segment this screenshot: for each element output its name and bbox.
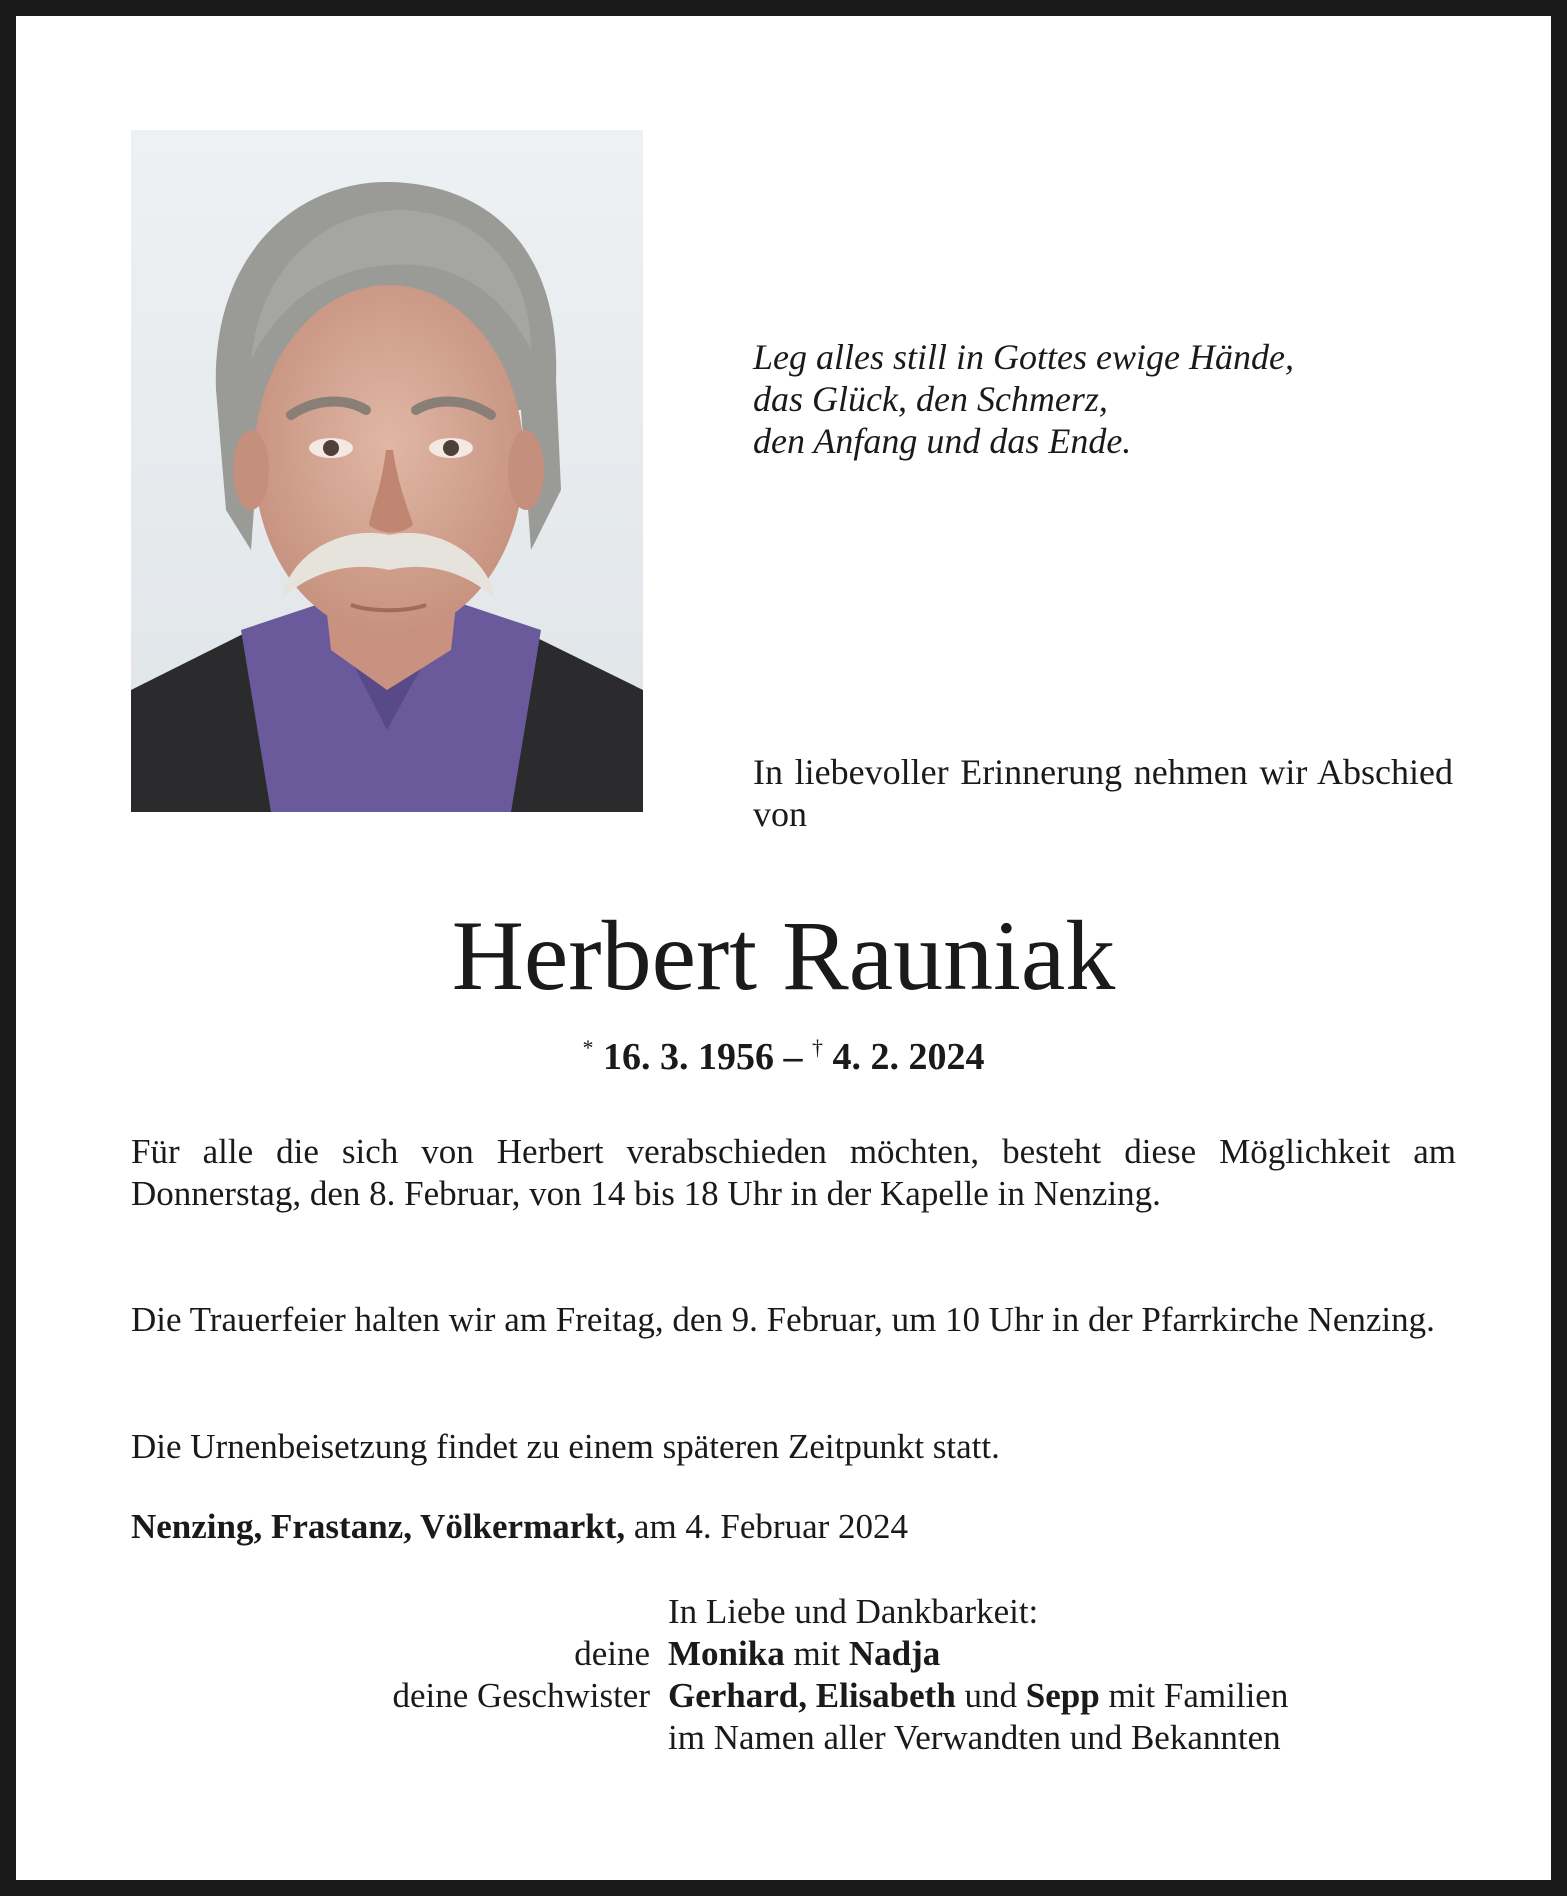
quote-line: das Glück, den Schmerz, [753,379,1108,419]
birth-date: 16. 3. 1956 [603,1036,774,1078]
relation-label: deine [574,1634,650,1673]
death-symbol: † [812,1035,823,1060]
joiner-text: und [955,1676,1026,1715]
death-date: 4. 2. 2024 [832,1036,985,1078]
birth-symbol: * [582,1035,594,1060]
suffix-text: mit Familien [1099,1676,1289,1715]
place-date: am 4. Februar 2024 [625,1507,909,1546]
intro-text: In liebevoller Erinnerung nehmen wir Abschied von [753,752,1453,834]
mourner-name: Gerhard, Elisabeth [668,1676,956,1715]
life-dates [16,1026,1551,1079]
farewell-paragraph: Für alle die sich von Herbert verabschieden möchten, besteht diese Möglichkeit am Donnerstag, den 8. Februar, von 14 bis 18 Uhr in der Kapelle in Nenzing. [131,1132,1456,1213]
signature-block [131,1591,1456,1759]
mourner-name: Monika [668,1634,785,1673]
burial-paragraph: Die Urnenbeisetzung findet zu einem späteren Zeitpunkt statt. [131,1427,1000,1466]
deceased-name: Herbert Rauniak [451,900,1116,1011]
place-locations: Nenzing, Frastanz, Völkermarkt, [131,1507,626,1546]
quote-line: Leg alles still in Gottes ewige Hände, [753,337,1294,377]
signature-row [131,1633,1456,1675]
joiner-text: mit [784,1634,849,1673]
service-paragraph: Die Trauerfeier halten wir am Freitag, den 9. Februar, um 10 Uhr in der Pfarrkirche Nenzing. [131,1300,1435,1339]
poem-quote [753,336,1473,462]
signature-row [131,1675,1456,1717]
signature-closing: im Namen aller Verwandten und Bekannten [668,1718,1281,1757]
signature-heading: In Liebe und Dankbarkeit: [668,1592,1039,1631]
place-and-date [131,1506,1456,1548]
portrait-photo [131,130,643,812]
relation-label: deine Geschwister [392,1676,650,1715]
date-separator: – [774,1036,812,1078]
mourner-name: Sepp [1025,1676,1100,1715]
quote-line: den Anfang und das Ende. [753,421,1132,461]
mourner-name: Nadja [848,1634,941,1673]
